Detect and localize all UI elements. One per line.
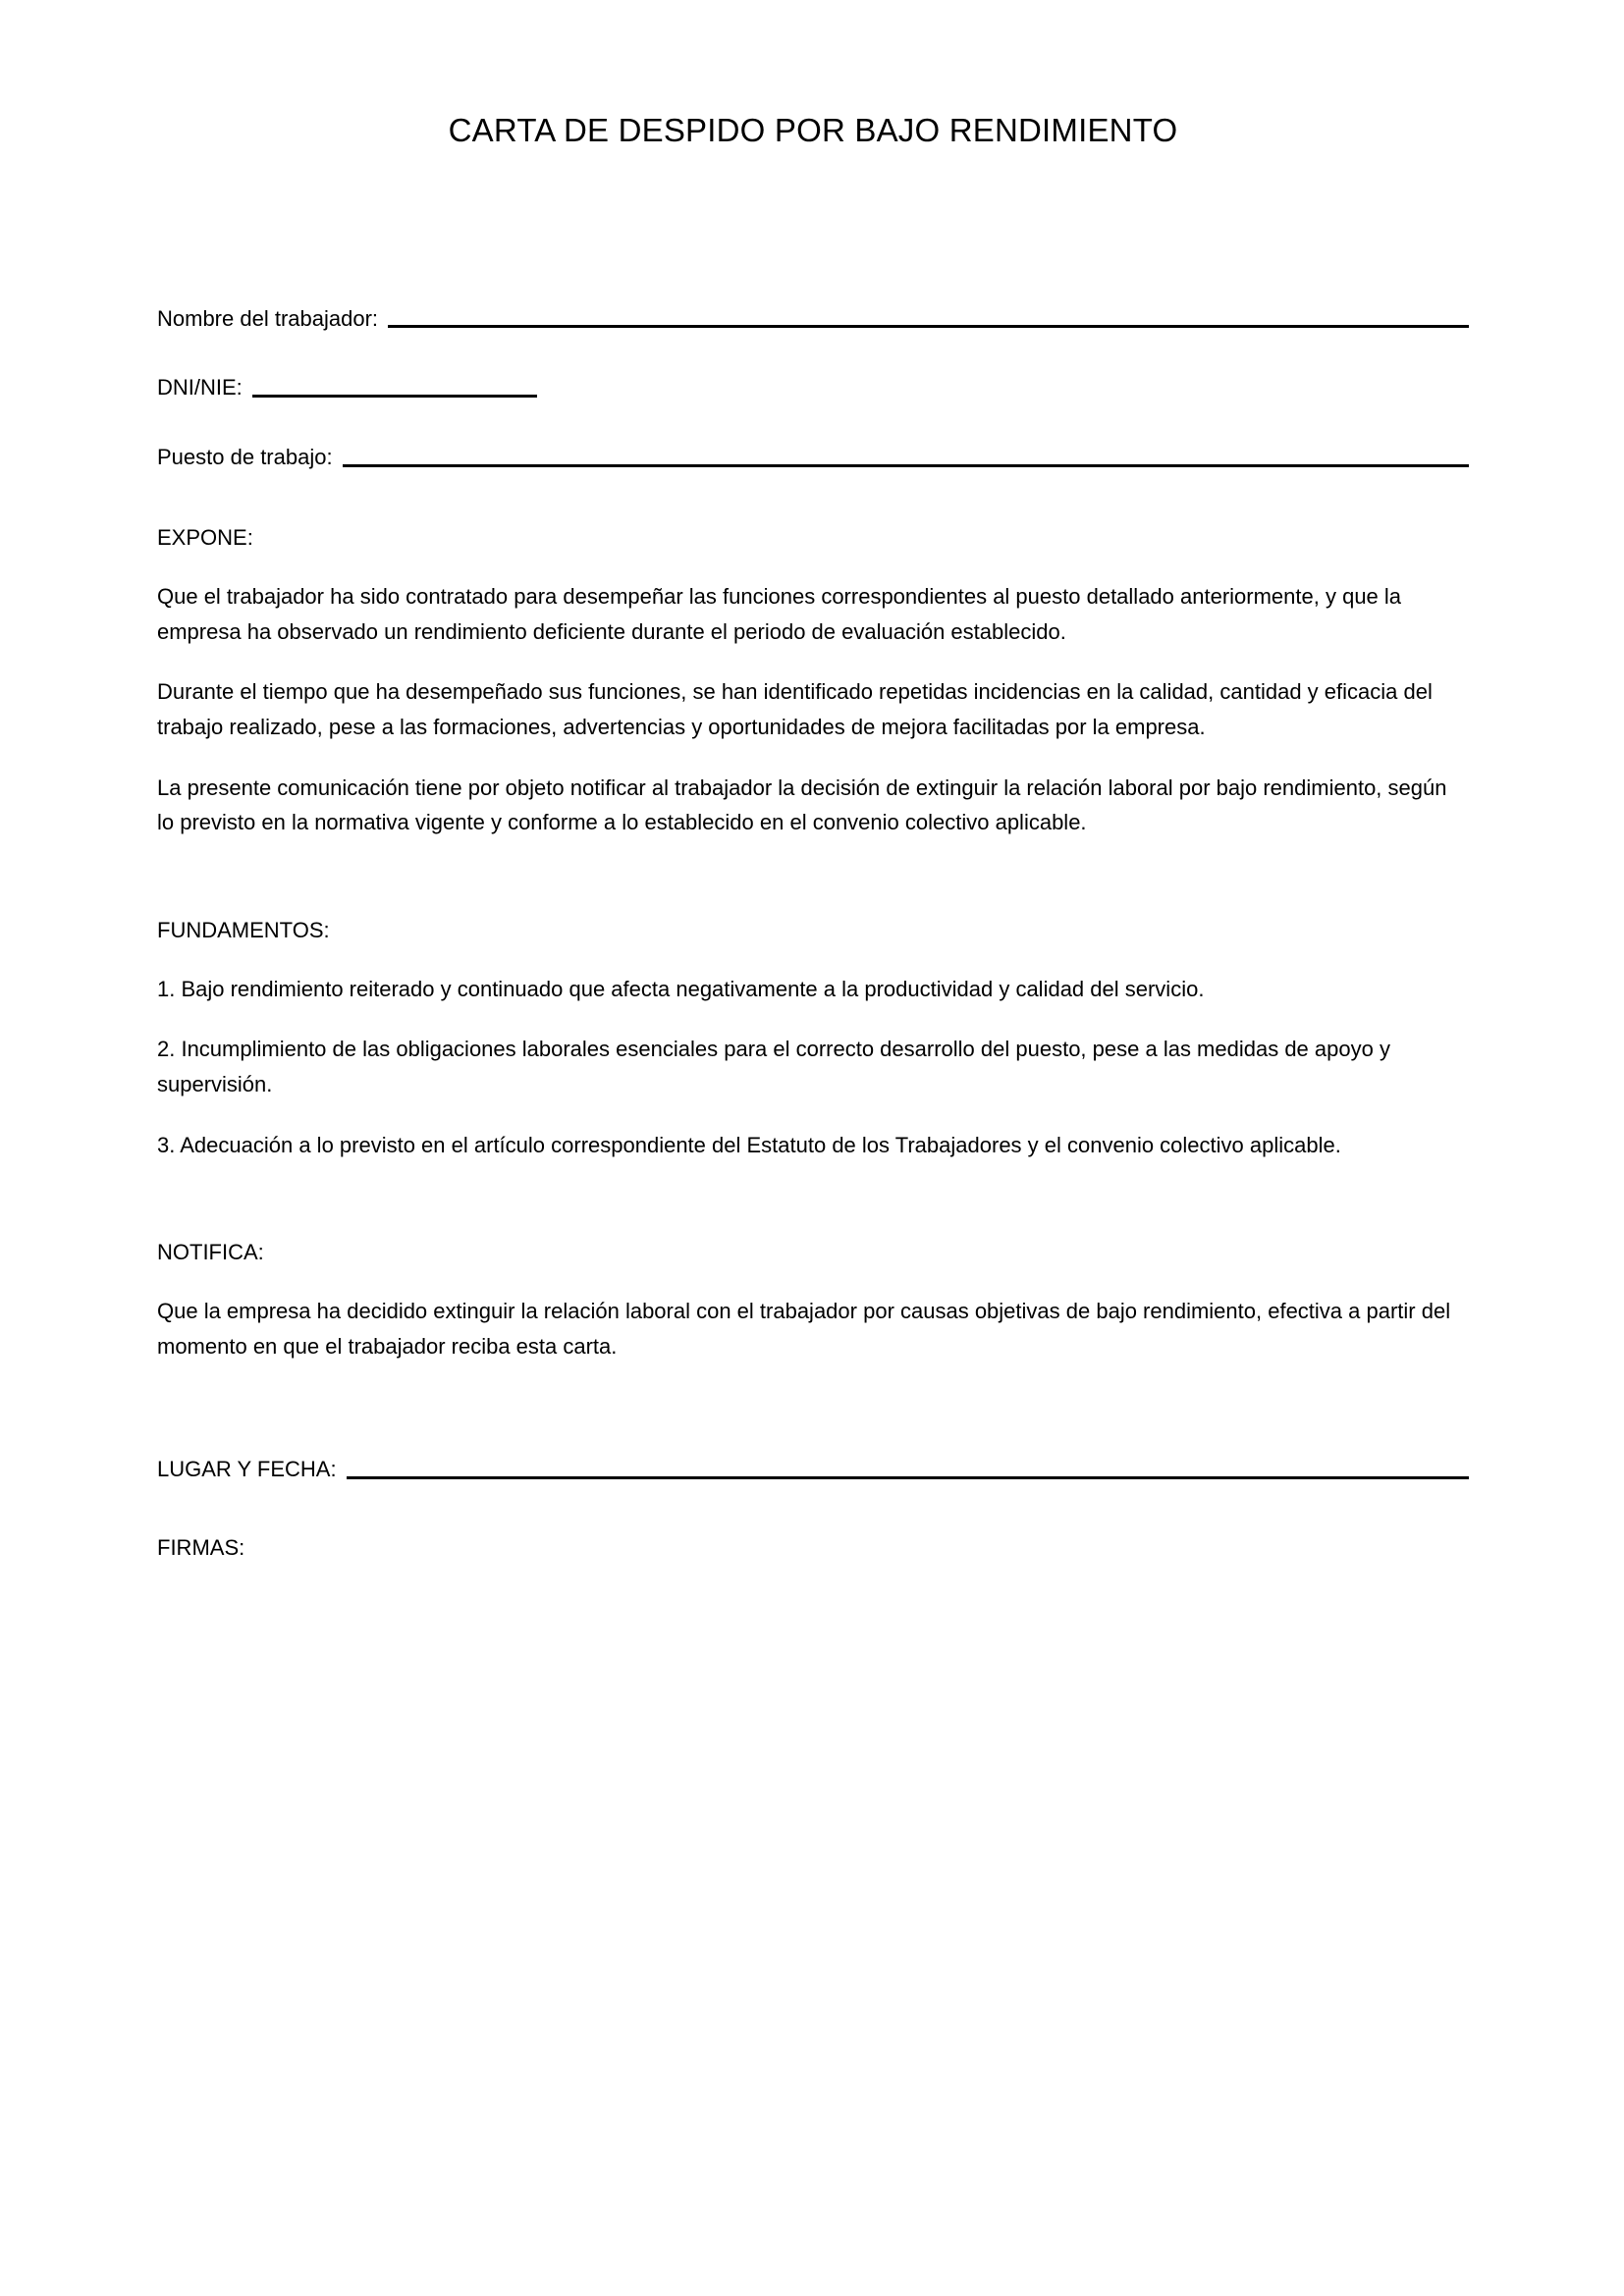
- expone-paragraph-2: Durante el tiempo que ha desempeñado sus funciones, se han identificado repetidas incidencias en la calidad, cantidad y eficacia del trabajo realizado, pese a las formaciones, advertencias y oportunidades de mejora facilitadas por la empresa.: [157, 679, 1433, 740]
- section-heading-fundamentos: FUNDAMENTOS:: [157, 917, 330, 942]
- field-label-dni: DNI/NIE:: [157, 375, 243, 400]
- document-content: [157, 0, 1469, 1564]
- field-input-nombre[interactable]: [388, 325, 1469, 328]
- field-row-dni[interactable]: [157, 372, 1469, 403]
- fundamentos-item-3: 3. Adecuación a lo previsto en el artículo correspondiente del Estatuto de los Trabajadores y el convenio colectivo aplicable.: [157, 1132, 1341, 1157]
- field-input-puesto[interactable]: [343, 464, 1469, 467]
- field-row-nombre[interactable]: [157, 303, 1469, 335]
- field-label-lugar-fecha: LUGAR Y FECHA:: [157, 1457, 337, 1482]
- notifica-paragraph-1: Que la empresa ha decidido extinguir la relación laboral con el trabajador por causas objetivas de bajo rendimiento, efectiva a partir del momento en que el trabajador reciba esta carta.: [157, 1299, 1451, 1359]
- field-row-puesto[interactable]: [157, 442, 1469, 473]
- field-input-lugar-fecha[interactable]: [347, 1476, 1469, 1479]
- section-fundamentos: [157, 915, 1469, 1162]
- page-title: CARTA DE DESPIDO POR BAJO RENDIMIENTO: [448, 112, 1178, 148]
- section-expone: [157, 522, 1469, 840]
- fundamentos-item-1: 1. Bajo rendimiento reiterado y continuado que afecta negativamente a la productividad y calidad del servicio.: [157, 976, 1205, 1001]
- section-notifica: [157, 1237, 1469, 1363]
- expone-paragraph-1: Que el trabajador ha sido contratado para desempeñar las funciones correspondientes al puesto detallado anteriormente, y que la empresa ha observado un rendimiento deficiente durante el periodo de evaluación establecido.: [157, 584, 1402, 644]
- field-label-puesto: Puesto de trabajo:: [157, 445, 333, 470]
- section-heading-notifica: NOTIFICA:: [157, 1240, 264, 1265]
- field-input-dni[interactable]: [252, 395, 537, 398]
- section-heading-expone: EXPONE:: [157, 525, 253, 551]
- field-row-lugar-fecha[interactable]: [157, 1454, 1469, 1485]
- expone-paragraph-3: La presente comunicación tiene por objeto notificar al trabajador la decisión de extinguir la relación laboral por bajo rendimiento, según lo previsto en la normativa vigente y conforme a lo establecido en el convenio colectivo aplicable.: [157, 774, 1447, 835]
- field-label-nombre: Nombre del trabajador:: [157, 305, 379, 331]
- fundamentos-item-2: 2. Incumplimiento de las obligaciones laborales esenciales para el correcto desarrollo del puesto, pese a las medidas de apoyo y supervisión.: [157, 1037, 1390, 1097]
- form-fields: [157, 303, 1469, 474]
- section-heading-firmas: FIRMAS:: [157, 1535, 245, 1561]
